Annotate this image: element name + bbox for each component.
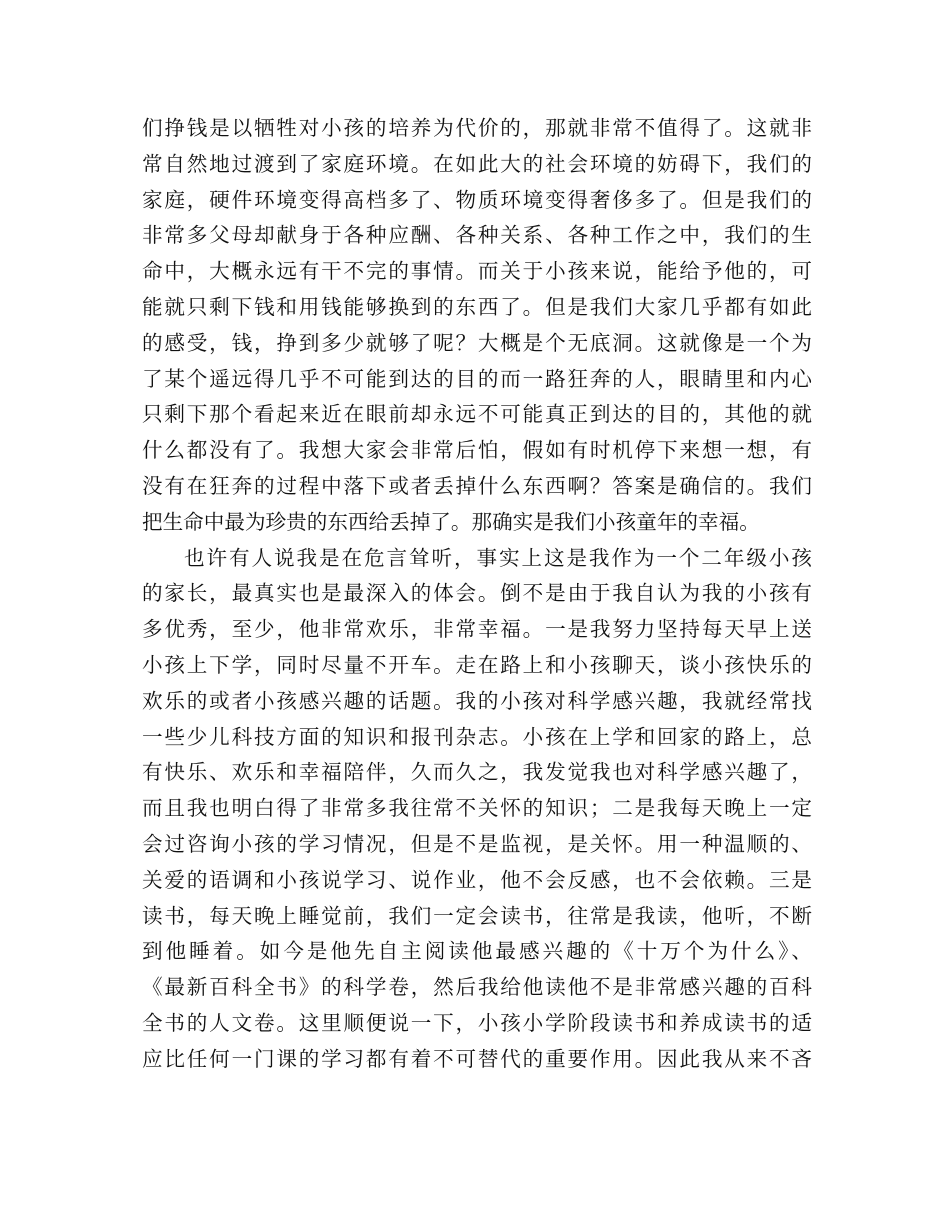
document-body bbox=[142, 111, 812, 1078]
text-line: 命中，大概永远有干不完的事情。而关于小孩来说，能给予他的，可 bbox=[142, 259, 812, 284]
text-line: 们挣钱是以牺牲对小孩的培养为代价的，那就非常不值得了。这就非 bbox=[142, 116, 812, 140]
text-line: 家庭，硬件环境变得高档多了、物质环境变得奢侈多了。但是我们的 bbox=[142, 187, 812, 212]
text-line: 常自然地过渡到了家庭环境。在如此大的社会环境的妨碍下，我们的 bbox=[142, 151, 812, 176]
text-line: 把生命中最为珍贵的东西给丢掉了。那确实是我们小孩童年的幸福。 bbox=[142, 509, 760, 534]
text-line: 能就只剩下钱和用钱能够换到的东西了。但是我们大家几乎都有如此 bbox=[142, 294, 812, 319]
text-line: 《最新百科全书》的科学卷，然后我给他读他不是非常感兴趣的百科 bbox=[142, 975, 812, 1000]
paragraph-1 bbox=[142, 111, 812, 541]
text-line: 什么都没有了。我想大家会非常后怕，假如有时机停下来想一想，有 bbox=[142, 438, 812, 463]
text-line: 的感受，钱，挣到多少就够了呢？大概是个无底洞。这就像是一个为 bbox=[142, 330, 812, 355]
text-line: 小孩上下学，同时尽量不开车。走在路上和小孩聊天，谈小孩快乐的 bbox=[142, 652, 812, 677]
paragraph-2 bbox=[142, 541, 812, 1078]
text-line: 了某个遥远得几乎不可能到达的目的而一路狂奔的人，眼睛里和内心 bbox=[142, 366, 812, 391]
text-line: 而且我也明白得了非常多我往常不关怀的知识；二是我每天晚上一定 bbox=[142, 796, 812, 821]
text-line: 的家长，最真实也是最深入的体会。倒不是由于我自认为我的小孩有 bbox=[142, 581, 812, 606]
text-line: 会过咨询小孩的学习情况，但是不是监视，是关怀。用一种温顺的、 bbox=[142, 831, 812, 856]
text-line: 非常多父母却献身于各种应酬、各种关系、各种工作之中，我们的生 bbox=[142, 223, 812, 248]
text-line: 应比任何一门课的学习都有着不可替代的重要作用。因此我从来不吝 bbox=[142, 1046, 812, 1071]
text-line: 一些少儿科技方面的知识和报刊杂志。小孩在上学和回家的路上，总 bbox=[142, 724, 812, 749]
text-line: 欢乐的或者小孩感兴趣的话题。我的小孩对科学感兴趣，我就经常找 bbox=[142, 688, 812, 713]
text-line: 全书的人文卷。这里顺便说一下，小孩小学阶段读书和养成读书的适 bbox=[142, 1010, 812, 1035]
text-line: 多优秀，至少，他非常欢乐，非常幸福。一是我努力坚持每天早上送 bbox=[142, 617, 812, 642]
text-line: 只剩下那个看起来近在眼前却永远不可能真正到达的目的，其他的就 bbox=[142, 402, 812, 427]
text-line: 没有在狂奔的过程中落下或者丢掉什么东西啊？答案是确信的。我们 bbox=[142, 473, 812, 498]
text-line: 到他睡着。如今是他先自主阅读他最感兴趣的《十万个为什么》、 bbox=[142, 939, 812, 964]
text-line: 有快乐、欢乐和幸福陪伴，久而久之，我发觉我也对科学感兴趣了， bbox=[142, 760, 812, 785]
text-line: 也许有人说我是在危言耸听，事实上这是我作为一个二年级小孩 bbox=[184, 545, 812, 570]
text-line: 读书，每天晚上睡觉前，我们一定会读书，往常是我读，他听，不断 bbox=[142, 903, 812, 928]
text-line: 关爱的语调和小孩说学习、说作业，他不会反感，也不会依赖。三是 bbox=[142, 867, 812, 892]
